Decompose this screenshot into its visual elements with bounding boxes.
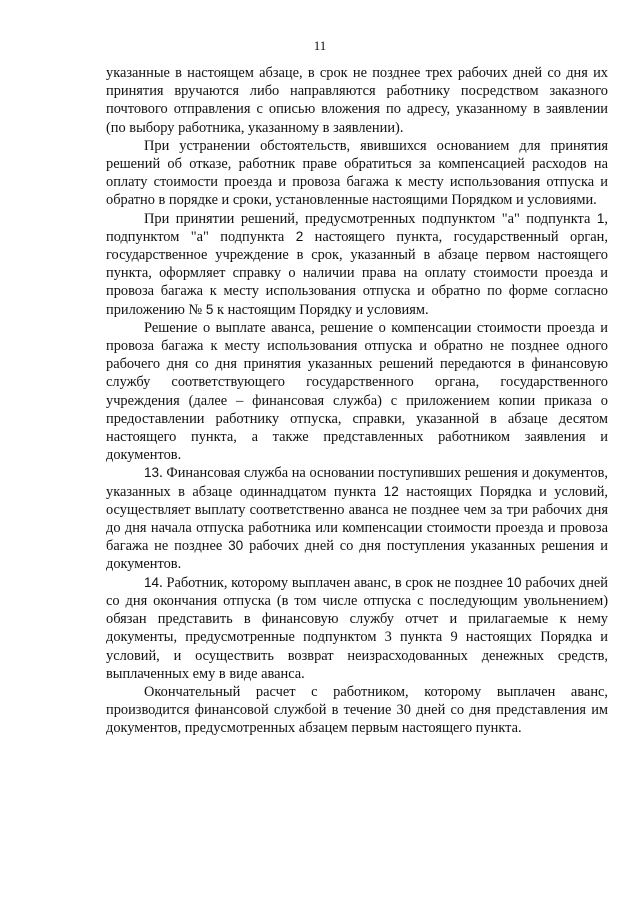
clause-13-text-b: настоящих Порядка и условий, осуществляет выплату соответственно аванса не позднее чем за три рабочих дня до дня начала отпуска работника или компенсации стоимости проезда и провоза багажа не позднее	[106, 483, 609, 555]
clause-13-text-a: . Финансовая служба на основании поступивших решения и документов, указанных в абзаце одиннадцатом пункта	[106, 465, 608, 500]
paragraph-1-text: указанные в настоящем абзаце, в срок не позднее трех рабочих дней со дня их принятия вручаются либо направляются работнику посредством заказного почтового отправления с описью вложения по адресу, указанному в заявлении (по выбору работника, указанному в заявлении).	[106, 65, 608, 136]
paragraph-3-text-a: При принятии решений, предусмотренных подпунктом "а" подпункта	[144, 210, 597, 227]
clause-13-number-a: 12	[383, 483, 399, 499]
paragraph-3-text-d: к настоящим Порядку и условиям.	[213, 301, 429, 318]
paragraph-4	[106, 319, 608, 465]
paragraph-2	[106, 137, 608, 210]
paragraph-final-text: Окончательный расчет с работником, которому выплачен аванс, производится финансовой службой в течение 30 дней со дня представления им документов, предусмотренных абзацем первым настоящего пункта.	[106, 683, 608, 737]
paragraph-3-number-a: 1	[596, 210, 605, 226]
paragraph-1	[106, 64, 608, 137]
clause-13-number-b: 30	[228, 538, 244, 554]
clause-13-text-c: рабочих дней со дня поступления указанных решения и документов.	[106, 538, 608, 573]
clause-14-text-a: . Работник, которому выплачен аванс, в срок не позднее	[159, 574, 507, 591]
paragraph-3-number-b: 2	[295, 228, 304, 244]
clause-14-text-b: рабочих дней со дня окончания отпуска (в том числе отпуска с последующим увольнением) обязан представить в финансовую службу отчет и прилагаемые к нему документы, предусмотренные подпунктом 3 пункта 9 настоящих Порядка и условий, и осуществить возврат неизрасходованных денежных средств, выплаченных ему в виде аванса.	[106, 574, 608, 682]
page-number: 11	[313, 38, 327, 53]
paragraph-3-text-b: , подпунктом "а" подпункта	[106, 210, 608, 245]
clause-14-number-a: 10	[506, 574, 522, 590]
paragraph-3	[106, 210, 608, 319]
paragraph-3-text-c: настоящего пункта, государственный орган, государственное учреждение в срок, указанный в абзаце первом настоящего пункта, оформляет справку о наличии права на оплату стоимости проезда и провоза багажа к месту использования отпуска и обратно по форме согласно приложению №	[106, 228, 608, 318]
document-body	[106, 64, 608, 738]
clause-13-number: 13	[144, 465, 160, 481]
clause-14	[106, 574, 608, 683]
clause-14-number: 14	[144, 574, 160, 590]
paragraph-2-text: При устранении обстоятельств, явившихся основанием для принятия решений об отказе, работник праве обратиться за компенсацией расходов на оплату стоимости проезда и провоза багажа к месту использования отпуска и обратно в порядке и сроки, установленные настоящими Порядком и условиями.	[106, 137, 608, 209]
paragraph-final	[106, 683, 608, 738]
paragraph-3-number-c: 5	[205, 301, 214, 317]
clause-13	[106, 464, 608, 573]
paragraph-4-text: Решение о выплате аванса, решение о компенсации стоимости проезда и провоза багажа к месту использования отпуска и обратно не позднее одного рабочего дня со дня принятия указанных решений передаются в финансовую службу соответствующего государственного органа, государственного учреждения (далее – финансовая служба) с приложением копии приказа о предоставлении работнику отпуска, справки, указанной в абзаце десятом настоящего пункта, а также представленных работником заявления и документов.	[106, 319, 608, 464]
